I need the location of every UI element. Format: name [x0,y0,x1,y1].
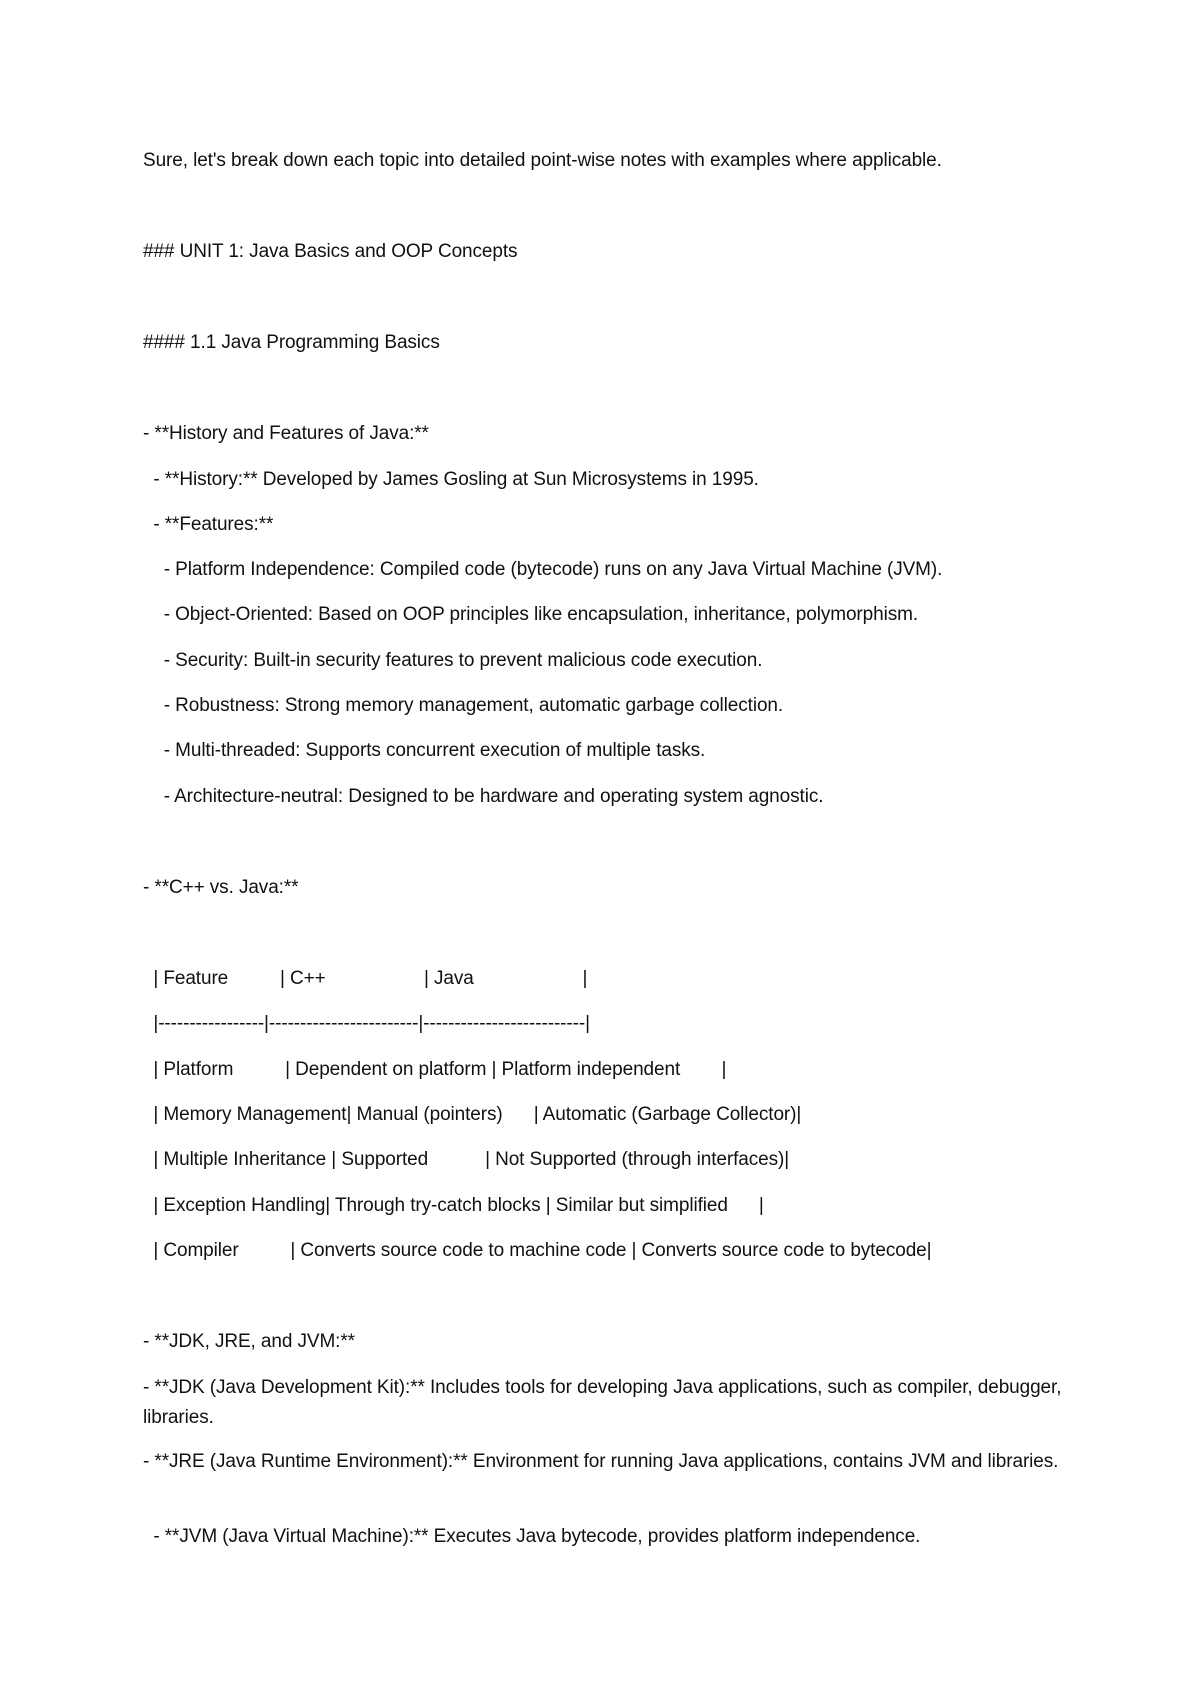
feature-item: - Security: Built-in security features to prevent malicious code execution. [143,650,763,671]
history-item: - **History:** Developed by James Gosling at Sun Microsystems in 1995. [143,469,759,490]
table-line: | Feature | C++ | Java | [143,968,588,989]
table-line: | Platform | Dependent on platform | Platform independent | [143,1059,727,1080]
feature-item: - Multi-threaded: Supports concurrent execution of multiple tasks. [143,740,706,761]
jdk-item: - **JDK (Java Development Kit):** Includes tools for developing Java applications, such as compiler, debugger, libraries. [143,1377,1062,1428]
feature-item: - Architecture-neutral: Designed to be hardware and operating system agnostic. [143,786,824,807]
table-line: |-----------------|------------------------|--------------------------| [143,1013,590,1034]
feature-item: - Object-Oriented: Based on OOP principles like encapsulation, inheritance, polymorphism. [143,604,919,625]
unit-heading: ### UNIT 1: Java Basics and OOP Concepts [143,241,518,262]
table-line: | Compiler | Converts source code to machine code | Converts source code to bytecode| [143,1240,932,1261]
history-features-heading: - **History and Features of Java:** [143,423,429,444]
intro-paragraph: Sure, let's break down each topic into detailed point-wise notes with examples where applicable. [143,150,942,171]
section-heading: #### 1.1 Java Programming Basics [143,332,440,353]
jre-item: - **JRE (Java Runtime Environment):** Environment for running Java applications, contains JVM and libraries. [143,1451,1059,1472]
feature-item: - Robustness: Strong memory management, automatic garbage collection. [143,695,784,716]
features-heading: - **Features:** [143,514,274,535]
cpp-vs-java-heading: - **C++ vs. Java:** [143,877,299,898]
table-line: | Multiple Inheritance | Supported | Not Supported (through interfaces)| [143,1149,790,1170]
feature-item: - Platform Independence: Compiled code (bytecode) runs on any Java Virtual Machine (JVM). [143,559,943,580]
table-line: | Memory Management| Manual (pointers) | Automatic (Garbage Collector)| [143,1104,802,1125]
table-line: | Exception Handling| Through try-catch blocks | Similar but simplified | [143,1195,764,1216]
jvm-item: - **JVM (Java Virtual Machine):** Executes Java bytecode, provides platform independence. [143,1526,921,1547]
jdk-jre-jvm-heading: - **JDK, JRE, and JVM:** [143,1331,355,1352]
